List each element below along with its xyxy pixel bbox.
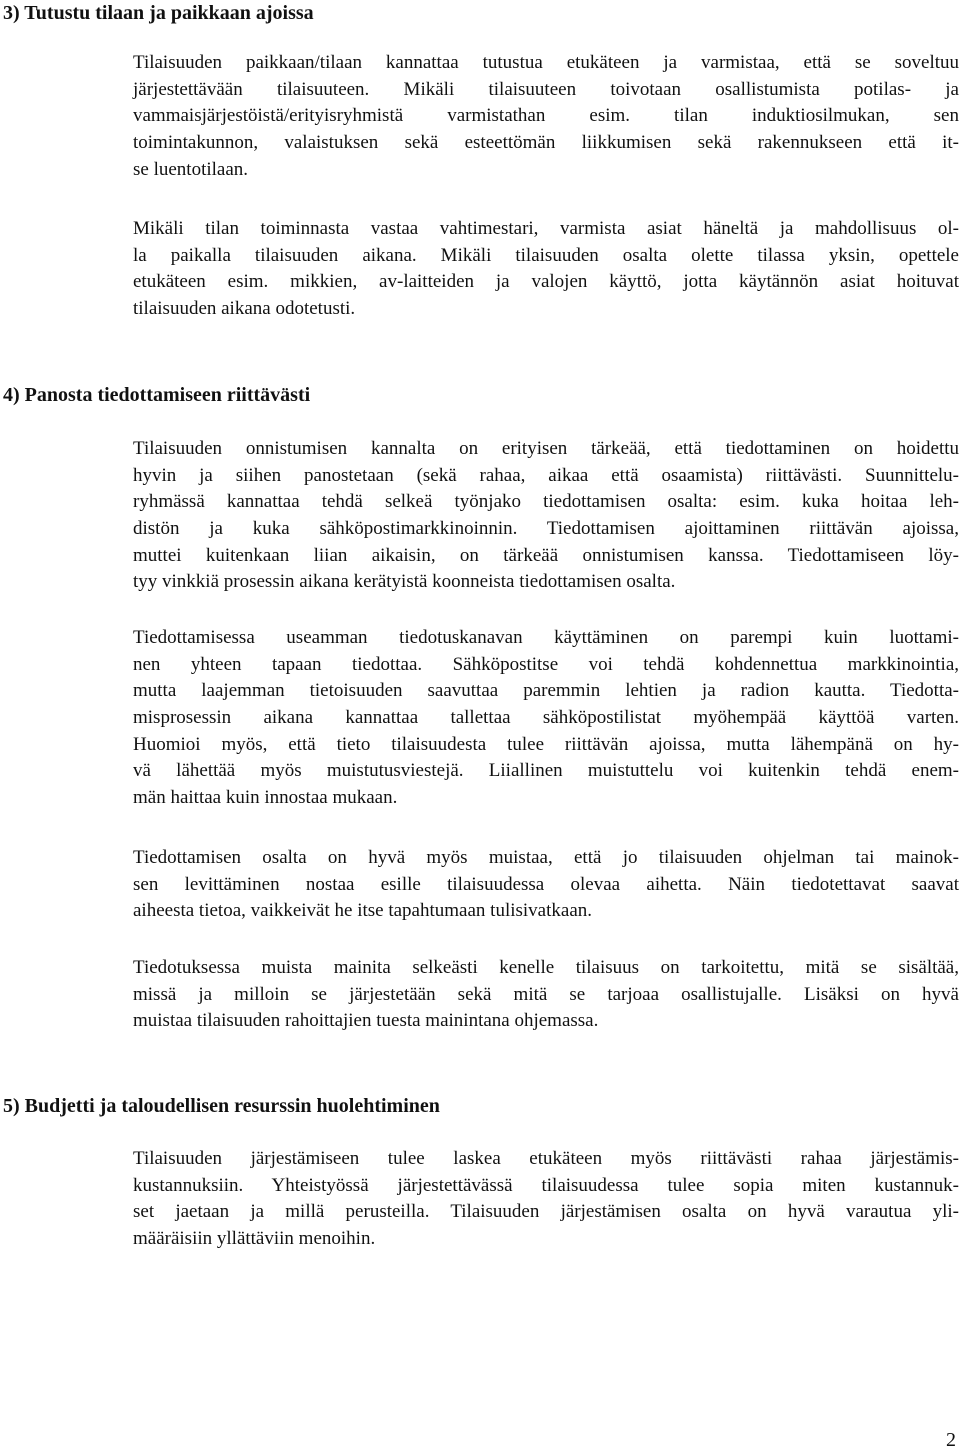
section-4-heading: 4) Panosta tiedottamiseen riittävästi [3, 384, 311, 406]
text-line: sen levittäminen nostaa esille tilaisuudessa olevaa aihetta. Näin tiedotettavat saavat [133, 873, 959, 895]
page-number: 2 [946, 1429, 956, 1451]
section-3-paragraph-1 [133, 50, 959, 183]
section-5-paragraph-1 [133, 1146, 959, 1253]
text-line: Tilaisuuden onnistumisen kannalta on erityisen tärkeää, että tiedottaminen on hoidettu [133, 438, 959, 459]
section-5-heading: 5) Budjetti ja taloudellisen resurssin huolehtiminen [3, 1095, 440, 1117]
text-line: tilaisuuden aikana odotetusti. [133, 298, 356, 320]
section-3-paragraph-2 [133, 216, 959, 323]
text-line: Mikäli tilan toiminnasta vastaa vahtimestari, varmista asiat häneltä ja mahdollisuus ol- [133, 218, 959, 239]
text-line: se luentotilaan. [133, 158, 249, 180]
text-line: hyvin ja siihen panostetaan (sekä rahaa, aikaa että osaamista) riittävästi. Suunnittelu- [133, 464, 959, 486]
text-line: missä ja milloin se järjestetään sekä mitä se tarjoaa osallistujalle. Lisäksi on hyvä [133, 983, 959, 1005]
section-4-paragraph-2 [133, 625, 959, 812]
text-line: kustannuksiin. Yhteistyössä järjestettävässä tilaisuudessa tulee sopia miten kustannuk- [133, 1174, 959, 1196]
text-line: muistaa tilaisuuden rahoittajien tuesta mainintana ohjemassa. [133, 1010, 599, 1032]
text-line: nen yhteen tapaan tiedottaa. Sähköpostitse voi tehdä kohdennettua markkinointia, [133, 653, 959, 675]
text-line: distön ja kuka sähköpostimarkkinoinnin. Tiedottamisen ajoittaminen riittävän ajoissa, [133, 518, 959, 540]
text-line: män haittaa kuin innostaa mukaan. [133, 787, 398, 809]
text-line: Huomioi myös, että tieto tilaisuudesta tulee riittävän ajoissa, mutta lähempänä on hy- [133, 733, 959, 755]
text-line: vä lähettää myös muistutusviestejä. Liiallinen muistuttelu voi kuitenkin tehdä enem- [133, 760, 959, 782]
text-line: la paikalla tilaisuuden aikana. Mikäli tilaisuuden osalta olette tilassa yksin, opettele [133, 244, 959, 266]
text-line: Tilaisuuden järjestämiseen tulee laskea etukäteen myös riittävästi rahaa järjestämis- [133, 1148, 959, 1169]
text-line: tyy vinkkiä prosessin aikana kerätyistä koonneista tiedottamisen osalta. [133, 571, 676, 593]
section-4-paragraph-1 [133, 436, 959, 596]
text-line: vammaisjärjestöistä/erityisryhmistä varmistathan esim. tilan induktiosilmukan, sen [133, 105, 959, 127]
text-line: ryhmässä kannattaa tehdä selkeä työnjako tiedottamisen osalta: esim. kuka hoitaa leh- [133, 491, 959, 513]
text-line: Tilaisuuden paikkaan/tilaan kannattaa tutustua etukäteen ja varmistaa, että se soveltuu [133, 52, 959, 73]
text-line: misprosessin aikana kannattaa tallettaa sähköpostilistat myöhempää käyttöä varten. [133, 707, 959, 729]
text-line: set jaetaan ja millä perusteilla. Tilaisuuden järjestämisen osalta on hyvä varautua yli- [133, 1201, 959, 1223]
text-line: määräisiin yllättäviin menoihin. [133, 1228, 376, 1250]
text-line: mutta laajemman tietoisuuden saavuttaa paremmin lehtien ja radion kautta. Tiedotta- [133, 680, 959, 702]
section-4-paragraph-3 [133, 845, 959, 925]
section-4-paragraph-4 [133, 955, 959, 1035]
section-3-heading: 3) Tutustu tilaan ja paikkaan ajoissa [3, 2, 314, 24]
text-line: etukäteen esim. mikkien, av-laitteiden ja valojen käyttö, jotta käytännön asiat hoituvat [133, 271, 959, 293]
text-line: järjestettävään tilaisuuteen. Mikäli tilaisuuteen toivotaan osallistumista potilas- ja [133, 78, 959, 100]
text-line: Tiedotuksessa muista mainita selkeästi kenelle tilaisuus on tarkoitettu, mitä se sisältää, [133, 957, 959, 978]
text-line: toimintakunnon, valaistuksen sekä esteettömän liikkumisen sekä rakennukseen että it- [133, 132, 959, 154]
text-line: Tiedottamisessa useamman tiedotuskanavan käyttäminen on parempi kuin luottami- [133, 627, 959, 648]
text-line: muttei kuitenkaan liian aikaisin, on tärkeää onnistumisen kanssa. Tiedottamiseen löy- [133, 544, 959, 566]
text-line: Tiedottamisen osalta on hyvä myös muistaa, että jo tilaisuuden ohjelman tai mainok- [133, 847, 959, 868]
text-line: aiheesta tietoa, vaikkeivät he itse tapahtumaan tulisivatkaan. [133, 900, 592, 922]
